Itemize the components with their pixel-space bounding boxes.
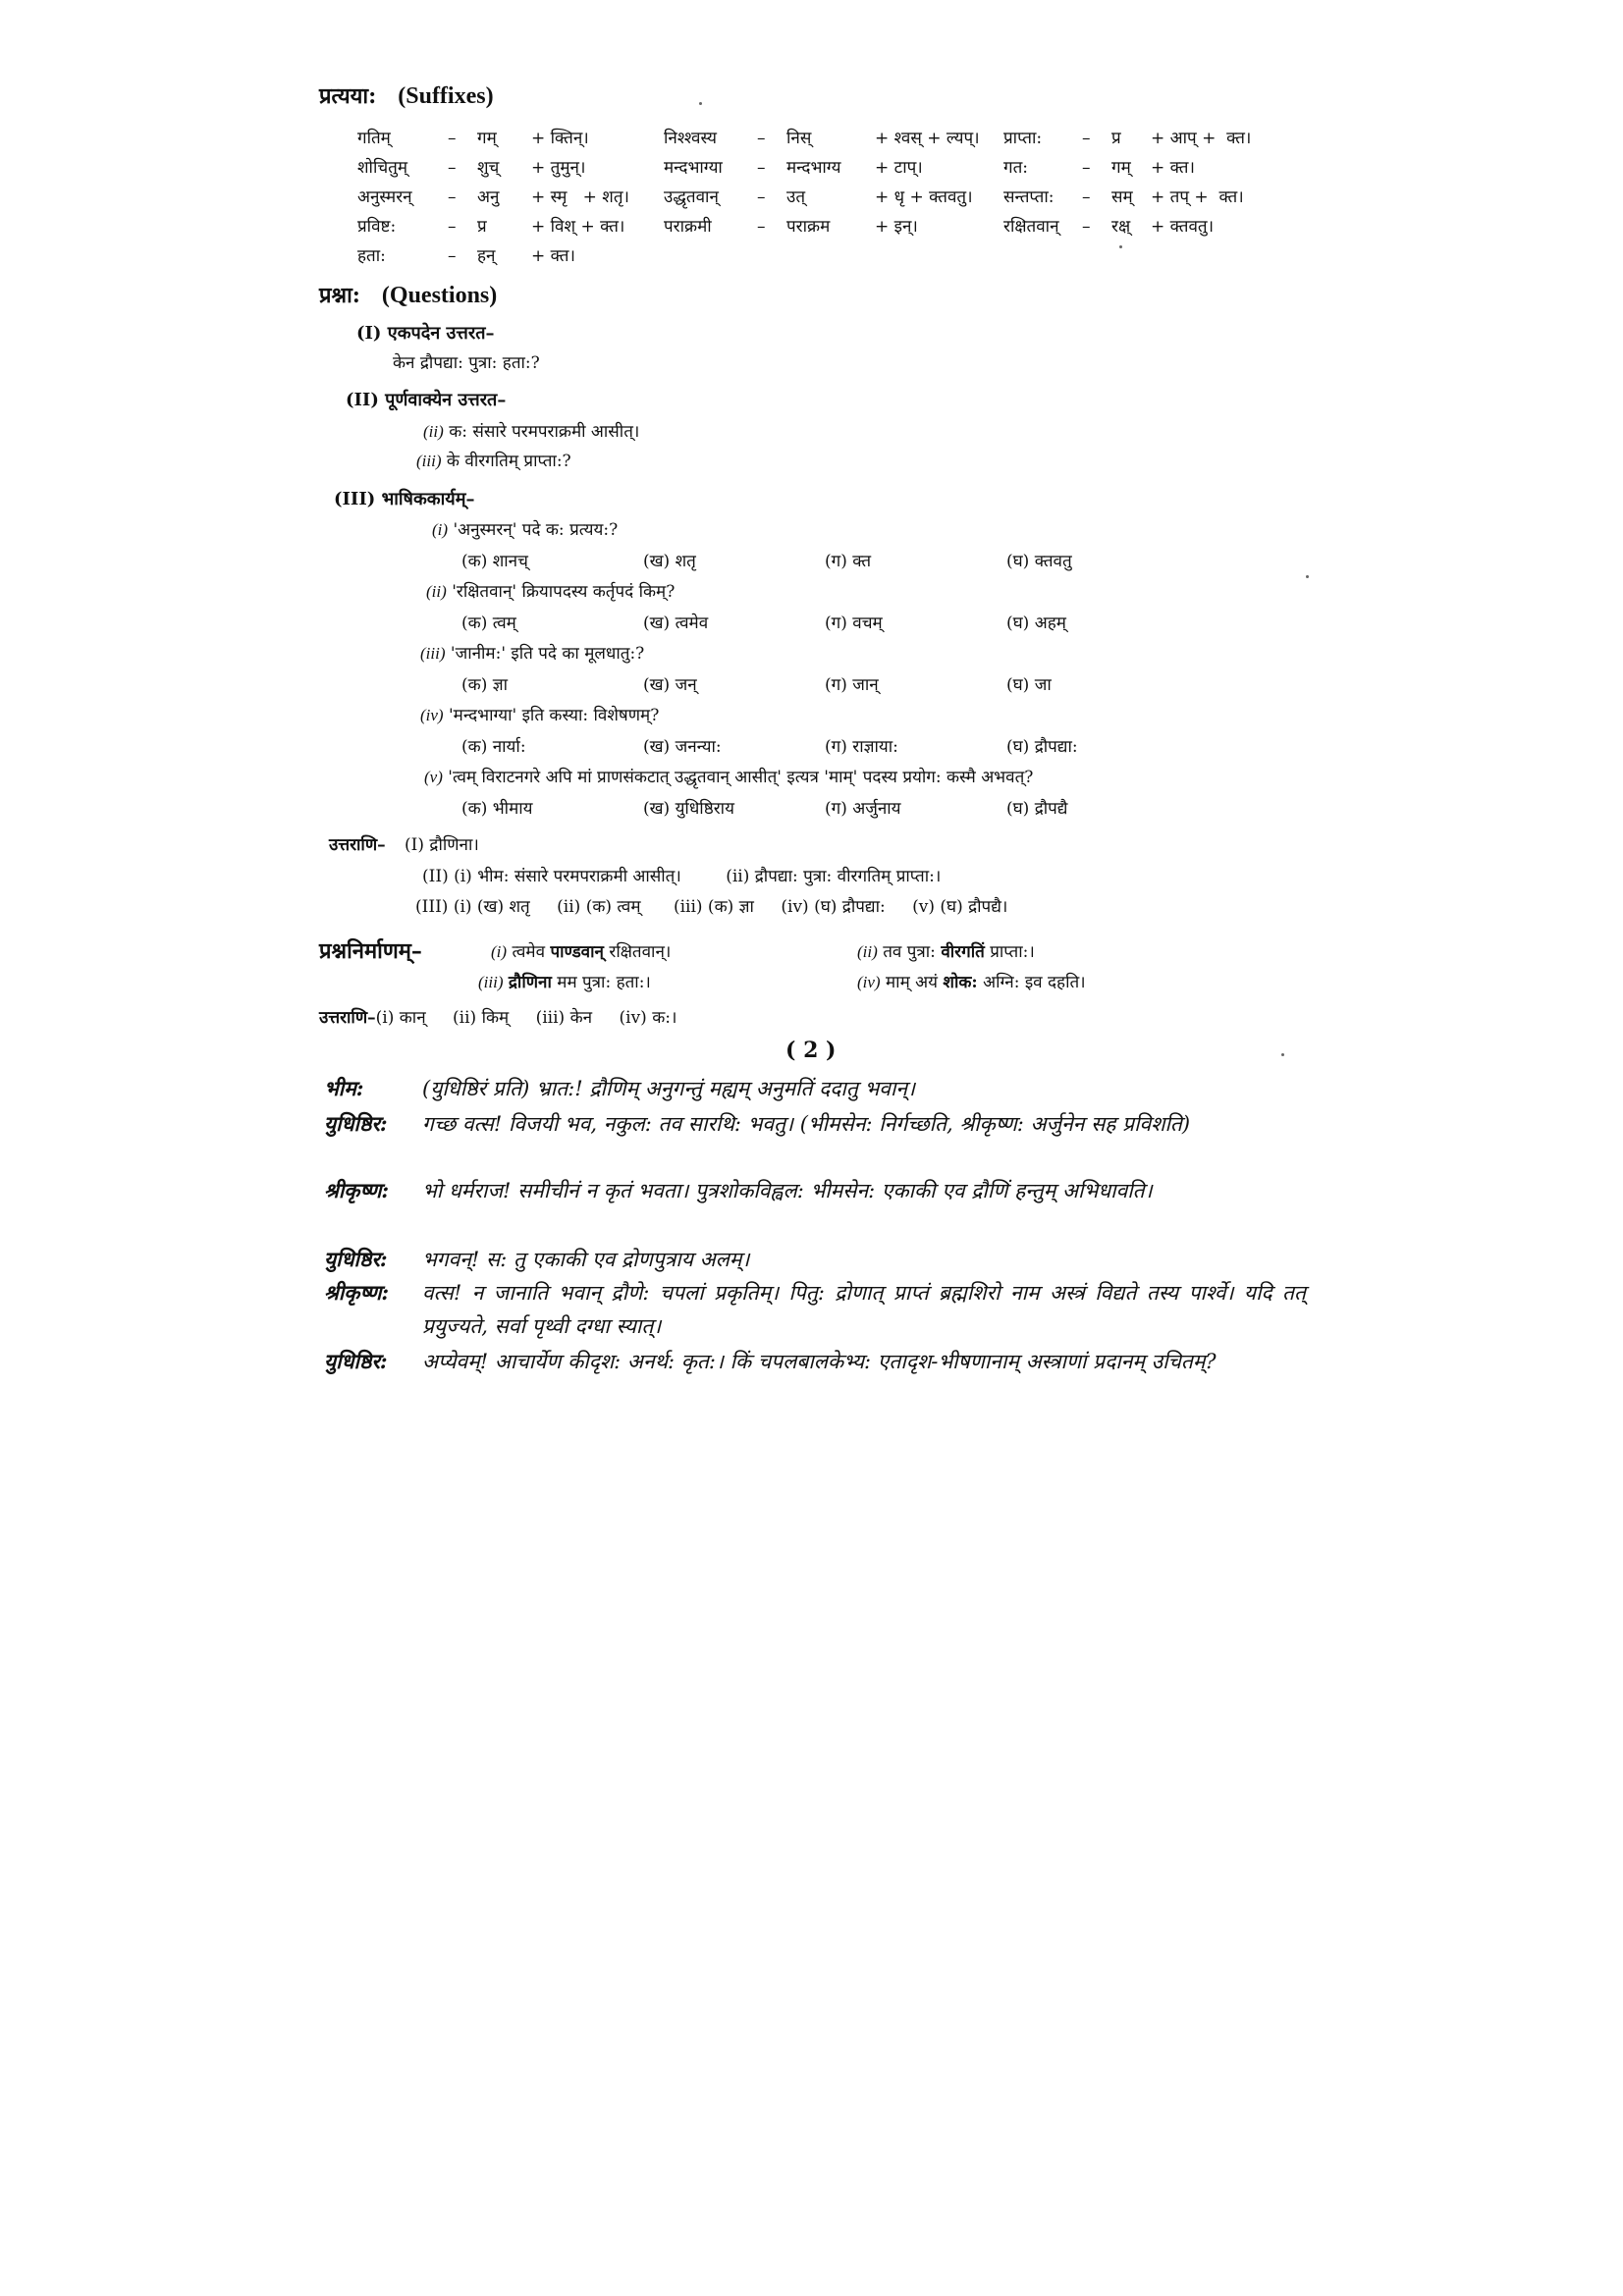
suffix-word: प्राप्ता:: [1003, 129, 1043, 148]
question-number: (ii): [423, 422, 444, 441]
option-kha: (ख) जन्: [643, 675, 697, 695]
suffix-parts: + श्वस् + ल्यप्।: [875, 129, 980, 148]
dialogue-speaker: श्रीकृष्ण:: [324, 1178, 390, 1202]
answers-line-2: [422, 864, 941, 886]
question-text: 'मन्दभाग्या' इति कस्या: विशेषणम्?: [449, 706, 660, 725]
item-text: त्वमेव: [512, 942, 551, 962]
suffix-word: शोचितुम्: [357, 158, 408, 178]
suffix-parts: + इन्।: [875, 217, 918, 237]
item-text: तव पुत्रा:: [883, 942, 942, 962]
suffix-root: निस्: [786, 129, 812, 148]
mcq-question: [432, 517, 618, 540]
question-text: 'रक्षितवान्' क्रियापदस्य कर्तृपदं किम्?: [452, 582, 676, 602]
suffix-root: मन्दभाग्य: [786, 158, 841, 178]
section-1-title: [356, 321, 494, 345]
option-gha: (घ) जा: [1006, 675, 1052, 695]
scan-speck: [1119, 245, 1122, 248]
suffix-dash: –: [757, 217, 766, 237]
dialogue-speaker: युधिष्ठिर:: [324, 1247, 388, 1271]
suffix-row: [1003, 126, 1251, 148]
mcq-question: [420, 703, 659, 725]
option-gha: (घ) क्तवतु: [1006, 552, 1072, 571]
item-number: (iv): [857, 973, 881, 991]
answers-line-3: [415, 894, 1007, 917]
dialogue-speaker: युधिष्ठिर:: [324, 1111, 388, 1136]
option-ga: (ग) अर्जुनाय: [825, 799, 901, 819]
question-number: (v): [424, 768, 443, 786]
suffix-row: [357, 126, 589, 148]
option-kha: (ख) शतृ: [643, 552, 696, 571]
mcq-options: [461, 672, 1188, 695]
answer-text: (II) (i) भीम: संसारे परमपराक्रमी आसीत्।: [422, 867, 681, 886]
suffix-row: [1003, 185, 1244, 207]
suffix-dash: –: [757, 187, 766, 207]
option-ga: (ग) जान्: [825, 675, 879, 695]
suffix-dash: –: [448, 217, 457, 237]
answer-text: (ii) किम्: [453, 1008, 510, 1028]
suffix-parts: + तप् + क्त।: [1151, 187, 1244, 207]
suffix-word: प्रविष्ट:: [357, 217, 397, 237]
suffix-word: मन्दभाग्या: [664, 158, 723, 178]
suffix-root: प्र: [477, 217, 487, 237]
questions-heading-sanskrit: प्रश्ना:: [319, 283, 360, 308]
suffix-root: सम्: [1111, 187, 1133, 207]
scan-speck: [1306, 575, 1309, 578]
suffix-dash: –: [448, 158, 457, 178]
item-bold-word: द्रौणिना: [508, 973, 552, 992]
answer-text: (iii) (क) ज्ञा: [673, 897, 754, 917]
mcq-question: [426, 579, 675, 602]
suffix-row: [357, 185, 629, 207]
answers-label: उत्तराणि–: [319, 1008, 376, 1028]
answer-text: (I) द्रौणिना।: [405, 835, 479, 855]
item-number: (iii): [478, 973, 504, 991]
suffix-root: पराक्रम: [786, 217, 831, 237]
suffix-dash: –: [757, 158, 766, 178]
questions-heading: [319, 280, 497, 309]
page-number: ( 2 ): [785, 1038, 837, 1063]
suffix-parts: + क्त।: [1151, 158, 1195, 178]
suffix-dash: –: [448, 246, 457, 266]
dialogue-text: भगवन्! स: तु एकाकी एव द्रोणपुत्राय अलम्।: [422, 1248, 750, 1271]
question-number: (ii): [426, 582, 447, 601]
answer-text: (iv) (घ) द्रौपद्या:: [781, 897, 886, 917]
dialogue-speaker: भीम:: [324, 1076, 364, 1100]
dialogue-speaker: श्रीकृष्ण:: [324, 1280, 390, 1305]
option-gha: (घ) अहम्: [1006, 614, 1066, 633]
mcq-options: [461, 549, 1188, 571]
suffix-word: पराक्रमी: [664, 217, 712, 237]
question-formation-answers: [319, 1005, 676, 1028]
option-kha: (ख) त्वमेव: [643, 614, 709, 633]
suffix-parts: + तुमुन्।: [531, 158, 586, 178]
suffix-dash: –: [448, 187, 457, 207]
dialogue-text: अप्येवम्! आचार्येण कीदृश: अनर्थ: कृत:। किं चपलबालकेभ्य: एतादृश-भीषणानाम् अस्त्राणां प्रदानम् उचितम्?: [422, 1350, 1217, 1373]
dialogue-text: वत्स! न जानाति भवान् द्रौणे: चपलां प्रकृतिम्। पितु: द्रोणात् प्राप्तं ब्रह्मशिरो नाम अस्त्रं विद्यते तस्य पार्श्वे। यदि तत् प्रयुज्यते, सर्वा पृथ्वी दग्धा स्यात्।: [422, 1281, 1306, 1338]
scan-speck: [699, 102, 702, 105]
suffix-dash: –: [1082, 158, 1091, 178]
suffix-parts: + स्मृ + शतृ।: [531, 187, 629, 207]
dialogue-text: (युधिष्ठिरं प्रति) भ्रात:! द्रौणिम् अनुगन्तुं मह्यम् अनुमतिं ददातु भवान्।: [422, 1077, 916, 1100]
option-ka: (क) शानच्: [461, 552, 528, 571]
mcq-options: [461, 611, 1188, 633]
question-number: (iii): [416, 452, 442, 470]
suffix-row: [1003, 214, 1214, 237]
option-ga: (ग) क्त: [825, 552, 872, 571]
suffix-dash: –: [757, 129, 766, 148]
suffix-parts: + आप् + क्त।: [1151, 129, 1252, 148]
suffix-parts: + टाप्।: [875, 158, 923, 178]
section-3-title: [334, 487, 474, 510]
suffix-root: शुच्: [477, 158, 500, 178]
suffix-parts: + क्तवतु।: [1151, 217, 1215, 237]
suffix-word: अनुस्मरन्: [357, 187, 412, 207]
question-formation-item: [857, 970, 1086, 992]
question-number: (iii): [420, 644, 446, 663]
suffix-row: [664, 126, 980, 148]
item-bold-word: शोक:: [943, 973, 978, 992]
question-text: क: संसारे परमपराक्रमी आसीत्।: [449, 422, 640, 442]
dialogue-speaker: युधिष्ठिर:: [324, 1349, 388, 1373]
item-bold-word: वीरगतिं: [941, 942, 985, 962]
item-bold-word: पाण्डवान्: [550, 942, 604, 962]
section-2-title: [346, 388, 506, 411]
section-1-question: केन द्रौपद्या: पुत्रा: हता:?: [393, 353, 540, 373]
dialogue-line: [324, 1345, 1316, 1412]
section-2-number: (II): [346, 390, 379, 410]
option-gha: (घ) द्रौपद्यै: [1006, 799, 1068, 819]
item-text: माम् अयं: [886, 973, 944, 992]
suffix-root: अनु: [477, 187, 500, 207]
dialogue-line: [324, 1107, 1316, 1174]
option-gha: (घ) द्रौपद्या:: [1006, 737, 1078, 757]
suffix-root: हन्: [477, 246, 496, 266]
section-3-number: (III): [334, 489, 376, 509]
suffixes-heading: [319, 80, 494, 110]
suffix-root: उत्: [786, 187, 806, 207]
item-text: अग्नि: इव दहति।: [977, 973, 1086, 992]
option-kha: (ख) युधिष्ठिराय: [643, 799, 734, 819]
answer-text: (III) (i) (ख) शतृ: [415, 897, 530, 917]
mcq-question: [424, 765, 1033, 787]
suffixes-heading-english: (Suffixes): [398, 83, 494, 109]
suffix-row: [357, 155, 585, 178]
section-3-label: भाषिककार्यम्–: [381, 489, 475, 509]
answer-text: (i) कान्: [375, 1008, 426, 1028]
question-text: 'जानीम:' इति पदे का मूलधातु:?: [450, 644, 645, 664]
suffix-word: हता:: [357, 246, 386, 266]
answer-text: (v) (घ) द्रौपद्यै।: [912, 897, 1008, 917]
suffix-root: रक्ष्: [1111, 217, 1131, 237]
suffix-root: गम्: [1111, 158, 1131, 178]
answer-text: (iv) क:।: [619, 1008, 677, 1028]
mcq-options: [461, 734, 1188, 757]
suffix-row: [357, 243, 575, 266]
question-text: के वीरगतिम् प्राप्ता:?: [446, 452, 571, 471]
item-text: मम पुत्रा: हता:।: [551, 973, 651, 992]
section-2-label: पूर्णवाक्येन उत्तरत–: [385, 390, 507, 410]
question-text: 'त्वम् विराटनगरे अपि मां प्राणसंकटात् उद्धृतवान् आसीत्' इत्यत्र 'माम्' पदस्य प्रयोग: कस्मै अभवत्?: [448, 768, 1034, 787]
suffix-parts: + क्तिन्।: [531, 129, 589, 148]
section-1-number: (I): [356, 323, 382, 344]
suffix-word: निश्श्वस्य: [664, 129, 717, 148]
suffix-row: [664, 214, 918, 237]
dialogue-line: [324, 1174, 1316, 1241]
option-ga: (ग) राज्ञाया:: [825, 737, 898, 757]
suffix-word: सन्तप्ता:: [1003, 187, 1055, 207]
answer-text: (iii) केन: [535, 1008, 593, 1028]
suffix-parts: + क्त।: [531, 246, 575, 266]
question-number: (i): [432, 520, 449, 539]
suffix-word: उद्धृतवान्: [664, 187, 719, 207]
suffix-root: गम्: [477, 129, 497, 148]
suffix-dash: –: [448, 129, 457, 148]
suffix-dash: –: [1082, 187, 1091, 207]
option-ka: (क) नार्या:: [461, 737, 526, 757]
suffix-dash: –: [1082, 217, 1091, 237]
suffix-parts: + धृ + क्तवतु।: [875, 187, 973, 207]
dialogue-line: [324, 1072, 1316, 1105]
questions-heading-english: (Questions): [381, 283, 498, 308]
suffix-row: [1003, 155, 1195, 178]
scan-speck: [1281, 1053, 1284, 1056]
answer-text: (ii) द्रौपद्या: पुत्रा: वीरगतिम् प्राप्ता:।: [726, 867, 942, 886]
dialogue-text: भो धर्मराज! समीचीनं न कृतं भवता। पुत्रशोकविह्वल: भीमसेन: एकाकी एव द्रौणिं हन्तुम् अभिधावति।: [422, 1179, 1153, 1202]
suffix-row: [664, 185, 973, 207]
dialogue-line: [324, 1243, 1316, 1276]
suffix-dash: –: [1082, 129, 1091, 148]
suffix-word: गत:: [1003, 158, 1028, 178]
item-text: प्राप्ता:।: [984, 942, 1035, 962]
suffixes-heading-sanskrit: प्रत्यया:: [319, 83, 377, 109]
mcq-question: [420, 641, 644, 664]
question-number: (iv): [420, 706, 444, 724]
dialogue-line: [324, 1276, 1316, 1343]
option-ga: (ग) वचम्: [825, 614, 883, 633]
question-formation-item: [491, 939, 671, 962]
option-ka: (क) त्वम्: [461, 614, 516, 633]
suffix-root: प्र: [1111, 129, 1121, 148]
section-2-question: [423, 419, 639, 442]
suffix-word: रक्षितवान्: [1003, 217, 1059, 237]
answer-text: (ii) (क) त्वम्: [557, 897, 641, 917]
question-text: 'अनुस्मरन्' पदे क: प्रत्यय:?: [453, 520, 619, 540]
option-ka: (क) ज्ञा: [461, 675, 509, 695]
suffix-row: [357, 214, 624, 237]
mcq-options: [461, 796, 1188, 819]
option-ka: (क) भीमाय: [461, 799, 533, 819]
option-kha: (ख) जनन्या:: [643, 737, 722, 757]
question-formation-item: [478, 970, 651, 992]
suffix-row: [664, 155, 923, 178]
item-number: (ii): [857, 942, 878, 961]
question-formation-item: [857, 939, 1035, 962]
dialogue-text: गच्छ वत्स! विजयी भव, नकुल: तव सारथि: भवतु। (भीमसेन: निर्गच्छति, श्रीकृष्ण: अर्जुनेन सह प्रविशति): [422, 1112, 1191, 1136]
item-number: (i): [491, 942, 508, 961]
answers-line-1: [329, 832, 479, 855]
question-formation-label: प्रश्ननिर्माणम्–: [319, 938, 422, 964]
answers-label: उत्तराणि–: [329, 835, 386, 855]
item-text: रक्षितवान्।: [603, 942, 672, 962]
section-2-question: [416, 449, 571, 471]
section-1-label: एकपदेन उत्तरत–: [387, 323, 495, 344]
suffix-parts: + विश् + क्त।: [531, 217, 625, 237]
suffix-word: गतिम्: [357, 129, 391, 148]
